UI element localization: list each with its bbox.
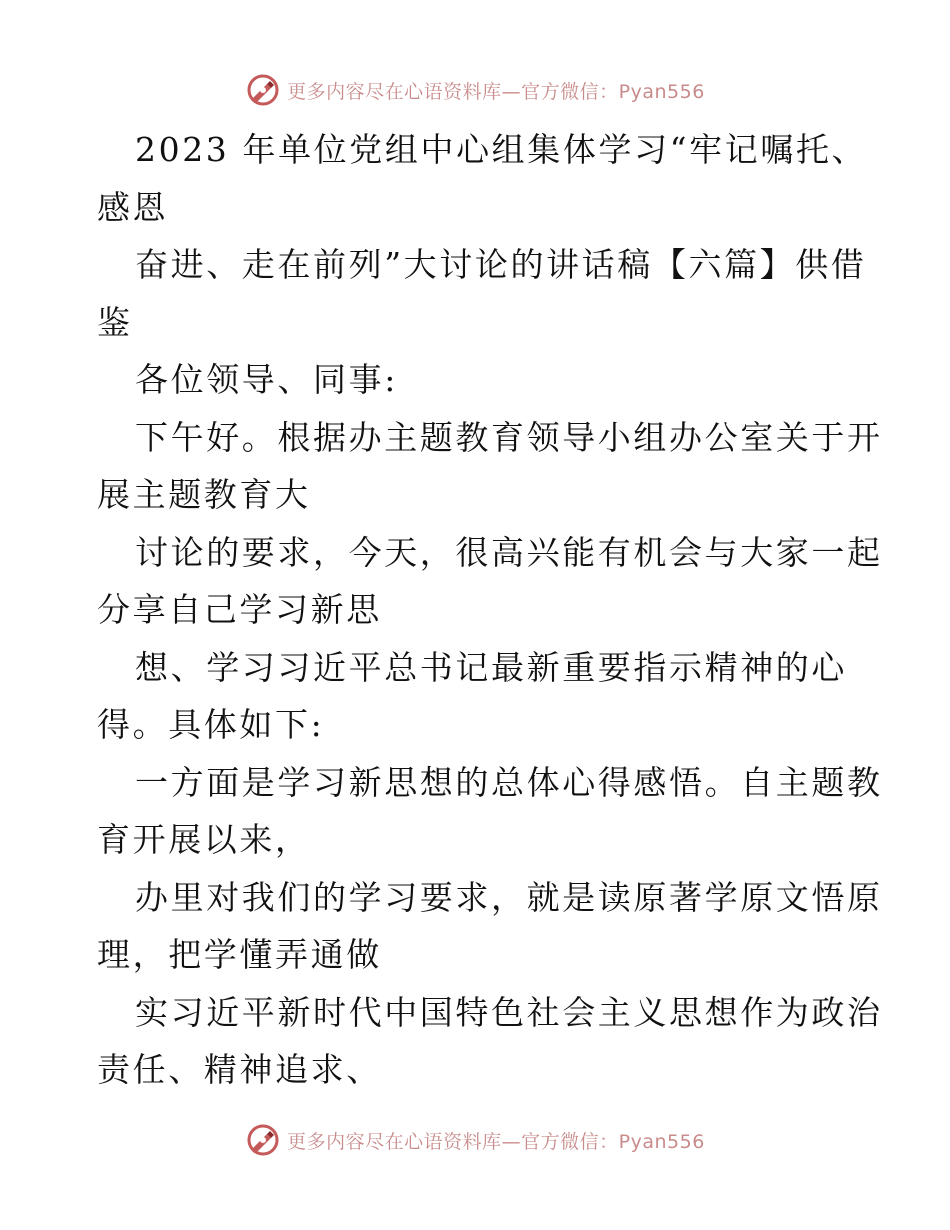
text-line: 各位领导、同事: (135, 360, 398, 399)
header-watermark (0, 70, 950, 110)
text-line: 育开展以来， (97, 820, 311, 859)
text-line: 一方面是学习新思想的总体心得感悟。自主题教 (135, 762, 883, 802)
text-line: 想、学习习近平总书记最新重要指示精神的心 (135, 647, 847, 687)
text-line: 感恩 (97, 187, 169, 227)
watermark-text: 更多内容尽在心语资料库—官方微信：Pyan556 (287, 1130, 705, 1153)
text-line: 责任、精神追求、 (97, 1050, 382, 1089)
text-line: 奋进、走在前列”大讨论的讲话稿【六篇】供借 (135, 245, 867, 284)
text-line: 得。具体如下: (97, 705, 325, 744)
footer-watermark (0, 1120, 950, 1160)
pen-logo-icon (245, 72, 281, 108)
text-line: 讨论的要求，今天，很高兴能有机会与大家一起 (135, 532, 883, 572)
text-line: 实习近平新时代中国特色社会主义思想作为政治 (135, 992, 883, 1032)
document-body (97, 121, 883, 1099)
pen-logo-icon (245, 1122, 281, 1158)
text-line: 鉴 (97, 302, 133, 342)
text-line: 分享自己学习新思 (97, 590, 382, 629)
text-line: 2023 年单位党组中心组集体学习“牢记嘱托、 (135, 130, 868, 169)
text-line: 办里对我们的学习要求，就是读原著学原文悟原 (135, 877, 883, 917)
text-line: 下午好。根据办主题教育领导小组办公室关于开 (135, 417, 883, 457)
text-line: 展主题教育大 (97, 475, 311, 514)
text-line: 理，把学懂弄通做 (97, 935, 382, 974)
watermark-text: 更多内容尽在心语资料库—官方微信：Pyan556 (287, 80, 705, 103)
